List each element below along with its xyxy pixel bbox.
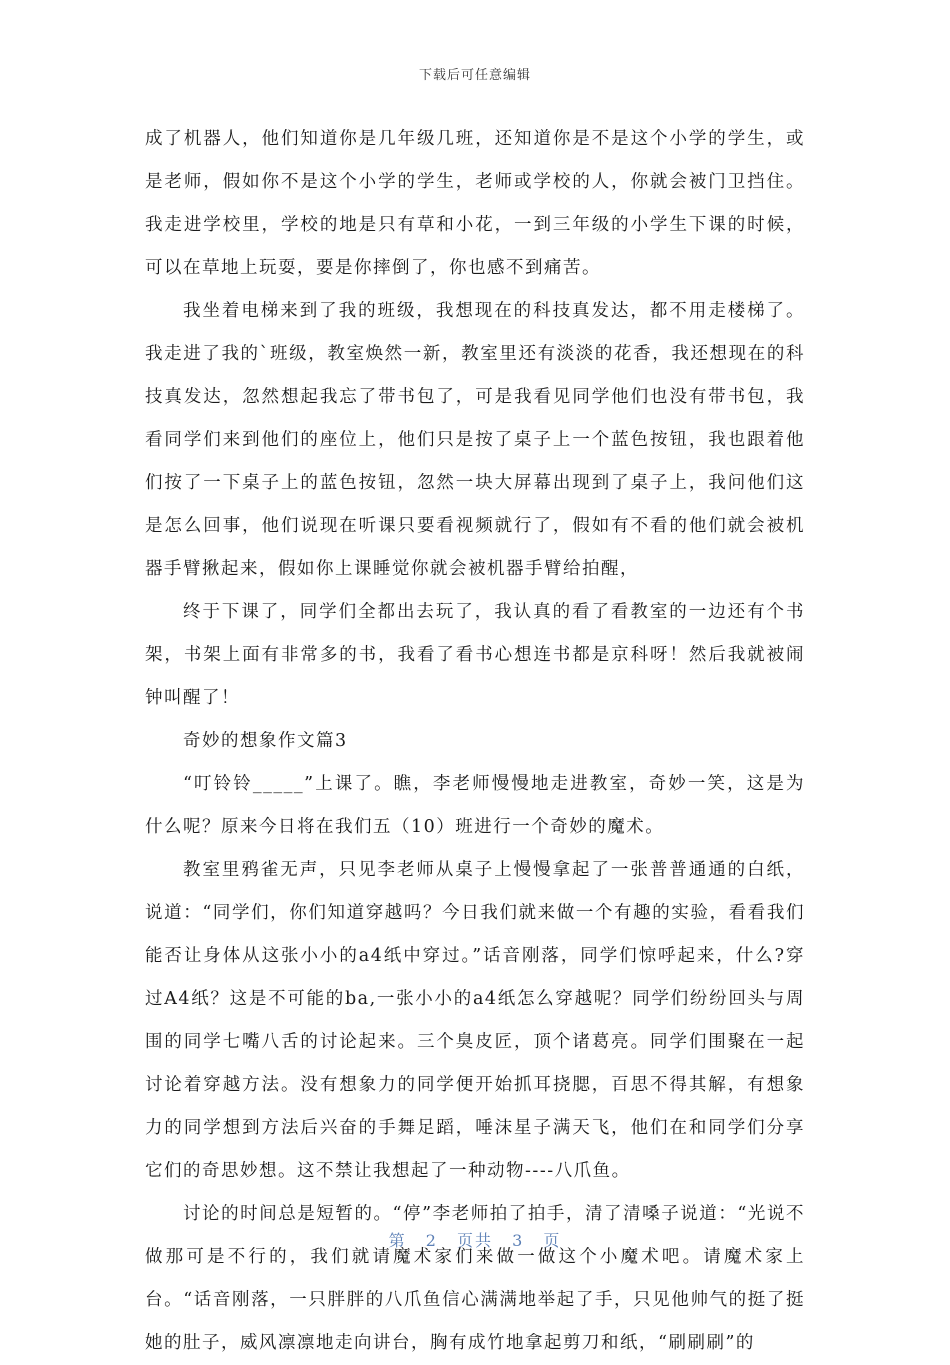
page-header: 下载后可任意编辑 bbox=[418, 68, 531, 83]
section-heading: 奇妙的想象作文篇3 bbox=[183, 731, 348, 751]
paragraph: 教室里鸦雀无声，只见李老师从桌子上慢慢拿起了一张普普通通的白纸，说道：“同学们，你们知道穿越吗？今日我们就来做一个有趣的实验，看看我们能否让身体从这张小小的a4纸中穿过。”话音刚落，同学们惊呼起来，什么?穿过A4纸？这是不可能的ba,一张小小的a4纸怎么穿越呢？同学们纷纷回头与周围的同学七嘴八舌的讨论起来。三个臭皮匠，顶个诸葛亮。同学们围聚在一起讨论着穿越方法。没有想象力的同学便开始抓耳挠腮，百思不得其解，有想象力的同学想到方法后兴奋的手舞足蹈，唾沫星子满天飞，他们在和同学们分享它们的奇思妙想。这不禁让我想起了一种动物----八爪鱼。 bbox=[145, 860, 805, 1181]
paragraph: 我坐着电梯来到了我的班级，我想现在的科技真发达，都不用走楼梯了。我走进了我的`班级，教室焕然一新，教室里还有淡淡的花香，我还想现在的科技真发达，忽然想起我忘了带书包了，可是我看见同学他们也没有带书包，我看同学们来到他们的座位上，他们只是按了桌子上一个蓝色按钮，我也跟着他们按了一下桌子上的蓝色按钮，忽然一块大屏幕出现到了桌子上，我问他们这是怎么回事，他们说现在听课只要看视频就行了，假如有不看的他们就会被机器手臂揪起来，假如你上课睡觉你就会被机器手臂给拍醒， bbox=[145, 301, 805, 579]
paragraph: “叮铃铃_____”上课了。瞧，李老师慢慢地走进教室，奇妙一笑，这是为什么呢？原来今日将在我们五（10）班进行一个奇妙的魔术。 bbox=[145, 774, 805, 837]
paragraph: 成了机器人，他们知道你是几年级几班，还知道你是不是这个小学的学生，或是老师，假如你不是这个小学的学生，老师或学校的人，你就会被门卫挡住。我走进学校里，学校的地是只有草和小花，一到三年级的小学生下课的时候，可以在草地上玩耍，要是你摔倒了，你也感不到痛苦。 bbox=[145, 129, 805, 278]
paragraph: 终于下课了，同学们全都出去玩了，我认真的看了看教室的一边还有个书架，书架上面有非常多的书，我看了看书心想连书都是京科呀！然后我就被闹钟叫醒了！ bbox=[145, 602, 805, 708]
document-body bbox=[145, 118, 805, 1365]
page-footer: 第 2 页共 3 页 bbox=[388, 1231, 562, 1250]
paragraph: 讨论的时间总是短暂的。“停”李老师拍了拍手，清了清嗓子说道：“光说不做那可是不行的，我们就请魔术家们来做一做这个小魔术吧。请魔术家上台。“话音刚落，一只胖胖的八爪鱼信心满满地举起了手，只见他帅气的挺了挺她的肚子，威风凛凛地走向讲台，胸有成竹地拿起剪刀和纸，“刷刷刷”的 bbox=[145, 1204, 805, 1353]
